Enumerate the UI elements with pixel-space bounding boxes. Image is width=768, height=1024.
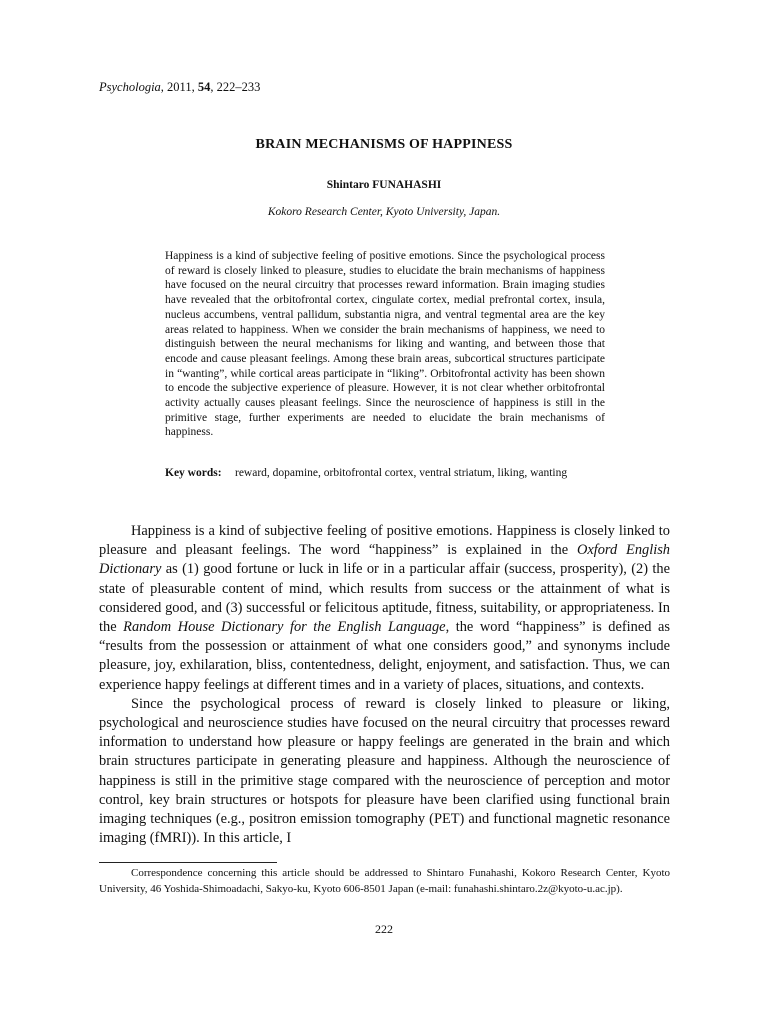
keywords-text: reward, dopamine, orbitofrontal cortex, ventral striatum, liking, wanting: [235, 467, 568, 479]
citation-volume: 54: [197, 80, 211, 94]
random-house-ref: Random House Dictionary for the English Language: [123, 619, 446, 636]
keywords: [165, 466, 605, 481]
p1-part-c: , the word “happiness” is defined as “results from the possession or attainment of what one considers good,” and synonyms include pleasure, joy, exhilaration, bliss, contentedness, delight, enjoyment, and satisfaction. Thus, we can experience happy feelings at different times and in a variety of places, situations, and contexts.: [99, 619, 670, 693]
journal-citation: [99, 80, 260, 95]
paper-author: Shintaro FUNAHASHI: [326, 179, 442, 191]
journal-name: Psychologia: [99, 80, 161, 94]
correspondence-footnote: Correspondence concerning this article should be addressed to Shintaro Funahashi, Kokoro Research Center, Kyoto University, 46 Yoshida-Shimoadachi, Sakyo-ku, Kyoto 606-8501 Japan (e-mail: funahashi.shintaro.2z@kyoto-u.ac.jp).: [99, 867, 670, 895]
p1-part-b: as (1) good fortune or luck in life or in a particular affair (success, prosperity), (2) the state of pleasurable content of mind, which results from success or the attainment of what is considered good, and (3) successful or felicitous aptitude, fitness, suitability, or appropriateness. In the: [99, 561, 670, 636]
paper-title: BRAIN MECHANISMS OF HAPPINESS: [255, 137, 513, 152]
abstract: Happiness is a kind of subjective feeling of positive emotions. Since the psychological process of reward is closely linked to pleasure, studies to elucidate the brain mechanisms of happiness have focused on the neural circuitry that processes reward information. Brain imaging studies have revealed that the orbitofrontal cortex, cingulate cortex, medial prefrontal cortex, insula, nucleus accumbens, ventral pallidum, substantia nigra, and ventral tegmental area are the key areas related to happiness. When we consider the brain mechanisms of happiness, we need to distinguish between the neural mechanisms for liking and wanting, and between those that encode and cause pleasant feelings. Among these brain areas, subcortical structures participate in “wanting”, while cortical areas participate in “liking”. Orbitofrontal activity has been shown to encode the subjective experience of pleasure. However, it is not clear whether orbitofrontal activity actually causes pleasant feelings. Since the neuroscience of happiness is still in the primitive stage, further experiments are needed to elucidate the brain mechanisms of happiness.: [165, 250, 605, 439]
author-affiliation: Kokoro Research Center, Kyoto University, Japan.: [267, 206, 501, 218]
citation-year: , 2011,: [160, 80, 198, 94]
oxford-dictionary-ref: Oxford English Dictionary: [99, 542, 670, 578]
citation-pages: , 222–233: [210, 80, 261, 94]
body-paragraph-1: [99, 522, 670, 695]
body-paragraph-2: Since the psychological process of reward is closely linked to pleasure or liking, psychological and neuroscience studies have focused on the neural circuitry that processes reward information to understand how pleasure or happy feelings are generated in the brain and which brain structures participate in generating pleasure and happiness. Although the neuroscience of happiness is still in the primitive stage compared with the neuroscience of perception and motor control, key brain structures or hotspots for pleasure have been clarified using functional brain imaging techniques (e.g., positron emission tomography (PET) and functional magnetic resonance imaging (fMRI)). In this article, I: [99, 695, 670, 847]
p1-part-a: Happiness is a kind of subjective feeling of positive emotions. Happiness is closely linked to pleasure and pleasant feelings. The word “happiness” is explained in the: [99, 523, 670, 559]
keywords-label: Key words:: [165, 467, 222, 479]
body-text: [99, 522, 670, 848]
page-number: 222: [375, 922, 393, 936]
footnote-rule: [99, 862, 277, 863]
